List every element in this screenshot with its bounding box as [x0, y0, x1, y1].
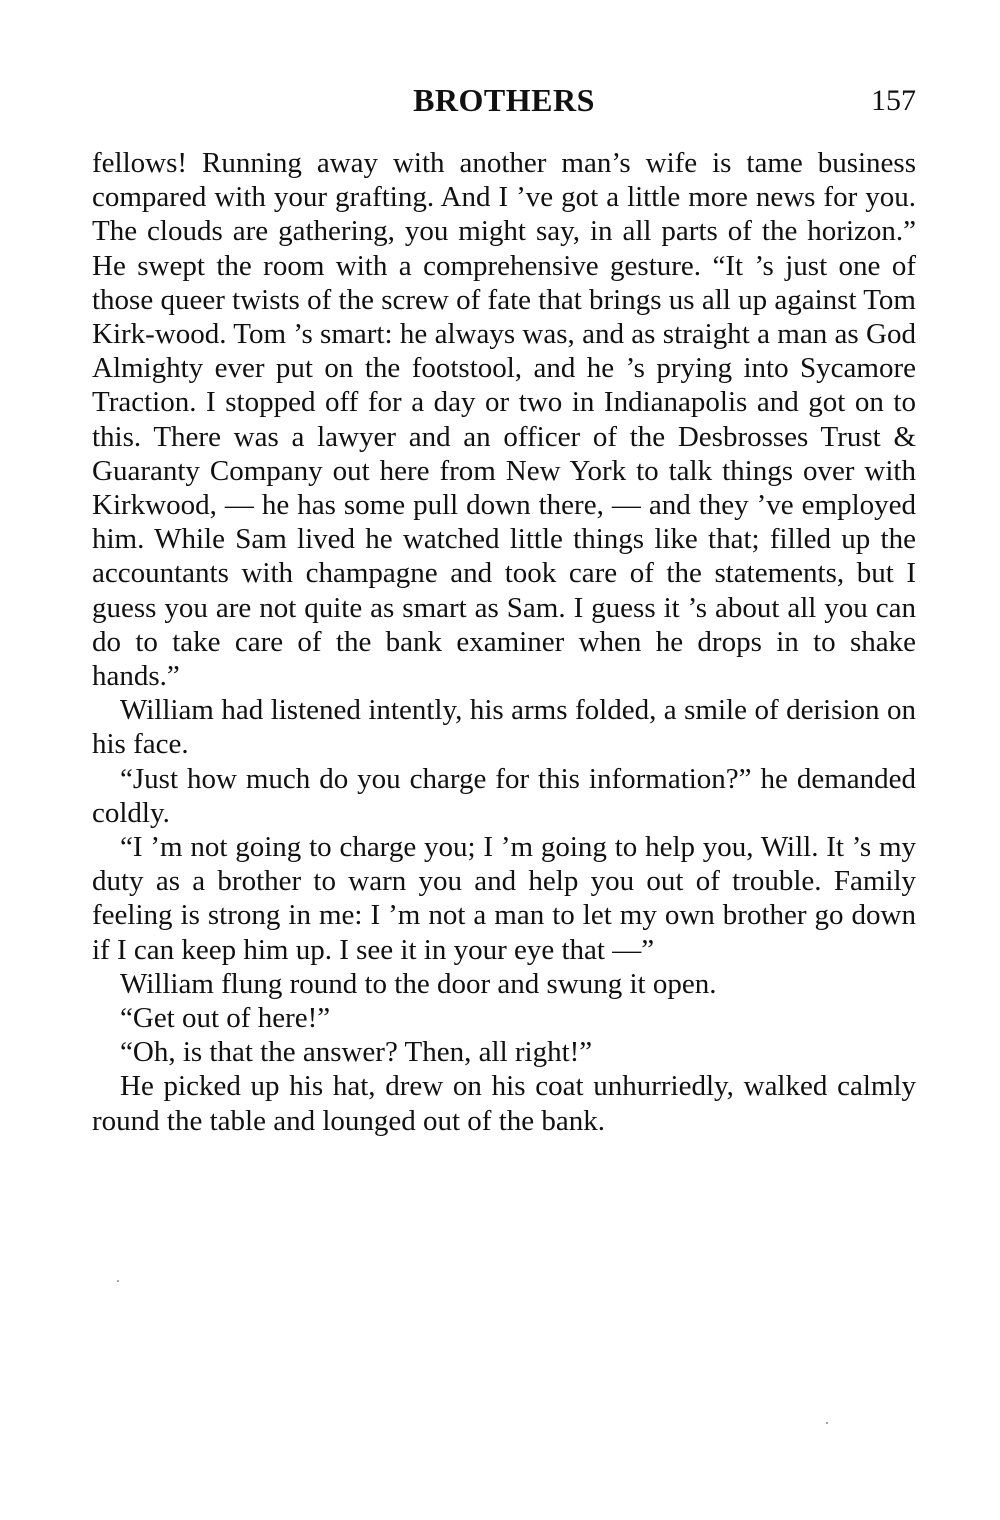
paragraph: “Oh, is that the answer? Then, all right!” [120, 1036, 593, 1069]
paragraph: “I ’m not going to charge you; I ’m going to help you, Will. It ’s my duty as a brother to warn you and help you out of trouble. Family feeling is strong in me: I ’m not a man to let my own brother go down if I can keep him up. I see it in your eye that —” [92, 831, 916, 966]
paragraph: William had listened intently, his arms folded, a smile of derision on his face. [92, 694, 916, 761]
paragraph: William flung round to the door and swung it open. [120, 967, 717, 1000]
scan-speck [826, 1422, 828, 1424]
running-head [92, 82, 916, 126]
scan-speck [117, 1280, 119, 1282]
paragraph: “Just how much do you charge for this information?” he demanded coldly. [92, 762, 916, 829]
running-title: BROTHERS [413, 82, 595, 118]
paragraph: “Get out of here!” [120, 1002, 331, 1035]
body-text [92, 146, 916, 1138]
paragraph: He picked up his hat, drew on his coat unhurriedly, walked calmly round the table and lounged out of the bank. [92, 1070, 916, 1137]
paragraph-continued: fellows! Running away with another man’s wife is tame business compared with your grafting. And I ’ve got a little more news for you. The clouds are gathering, you might say, in all parts of the horizon.” He swept the room with a comprehensive gesture. “It ’s just one of those queer twists of the screw of fate that brings us all up against Tom Kirk-wood. Tom ’s smart: he always was, and as straight a man as God Almighty ever put on the footstool, and he ’s prying into Sycamore Traction. I stopped off for a day or two in Indianapolis and got on to this. There was a lawyer and an officer of the Desbrosses Trust & Guaranty Company out here from New York to talk things over with Kirkwood, — he has some pull down there, — and they ’ve employed him. While Sam lived he watched little things like that; filled up the accountants with champagne and took care of the statements, but I guess you are not quite as smart as Sam. I guess it ’s about all you can do to take care of the bank examiner when he drops in to shake hands.” [92, 147, 916, 693]
page-number: 157 [871, 84, 916, 117]
